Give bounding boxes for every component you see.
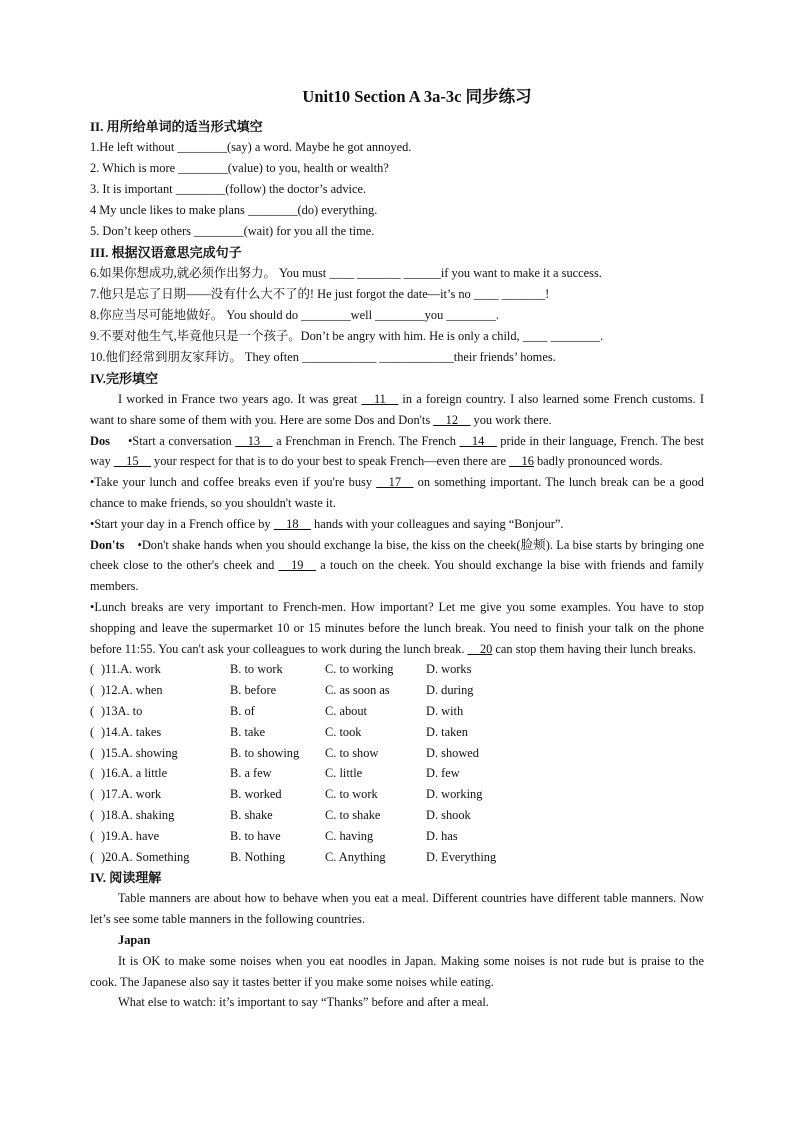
option-row-14 <box>90 722 704 743</box>
cloze-blank-19: __19__ <box>278 558 316 573</box>
option-a: )14.A. takes <box>101 724 162 739</box>
answer-paren: ( <box>90 662 95 677</box>
cloze-blank-17: __17__ <box>376 475 414 490</box>
question-8: 8.你应当尽可能地做好。 You should do ________well ________you ________. <box>90 308 500 322</box>
cloze-text: •Start your day in a French office by <box>90 516 274 531</box>
question-6: 6.如果你想成功,就必须作出努力。 You must ____ _______ ______if you want to make it a success. <box>90 266 602 280</box>
option-a: )12.A. when <box>101 683 163 698</box>
answer-paren: ( <box>90 787 95 802</box>
cloze-text: •Don't shake hands when you should exchange la bise, the kiss on the cheek(脸颊). La bise starts by bringing one cheek close to the other's cheek and <box>90 537 705 573</box>
option-row-17 <box>90 784 704 805</box>
cloze-paragraph-6 <box>90 597 704 659</box>
option-d: D. Everything <box>426 849 497 864</box>
option-a: )20.A. Something <box>101 849 190 864</box>
option-b: B. to have <box>230 828 281 843</box>
cloze-blank-12: __12__ <box>433 412 471 427</box>
option-c: C. to work <box>325 787 378 802</box>
option-c: C. as soon as <box>325 683 390 698</box>
option-b: B. to work <box>230 662 283 677</box>
cloze-text: a Frenchman in French. The French <box>272 433 460 448</box>
option-d: D. during <box>426 683 474 698</box>
cloze-blank-20: __20 <box>467 641 493 656</box>
section-2-heading: II. 用所给单词的适当形式填空 <box>90 119 263 134</box>
option-b: B. to showing <box>230 745 300 760</box>
page-title: Unit10 Section A 3a-3c 同步练习 <box>302 87 532 106</box>
cloze-text: hands with your colleagues and saying “Bonjour”. <box>310 516 564 531</box>
worksheet-page <box>90 86 704 1013</box>
option-b: B. before <box>230 683 277 698</box>
option-d: D. shook <box>426 807 471 822</box>
option-b: B. of <box>230 703 255 718</box>
cloze-text: a touch on the cheek. You should exchange la bise with friends and family members. <box>90 558 704 594</box>
cloze-text: your respect for that is to do your best to speak French—even there are <box>150 454 510 469</box>
option-d: D. taken <box>426 724 468 739</box>
option-row-20 <box>90 847 704 868</box>
cloze-blank-18: __18__ <box>273 516 311 531</box>
option-b: B. worked <box>230 787 282 802</box>
option-a: )16.A. a little <box>101 766 168 781</box>
cloze-text: •Lunch breaks are very important to French-men. How important? Let me give you some examples. You have to stop shopping and leave the supermarket 10 or 15 minutes before the lunch break. You need to finish your talk on the phone before 11:55. You can't ask your colleagues to work during the lunch break. <box>90 599 704 656</box>
option-row-12 <box>90 680 704 701</box>
option-b: B. a few <box>230 766 272 781</box>
cloze-blank-15: __15__ <box>113 454 151 469</box>
cloze-blank-13: __13__ <box>235 433 273 448</box>
option-d: D. with <box>426 703 464 718</box>
option-row-18 <box>90 805 704 826</box>
option-c: C. to show <box>325 745 379 760</box>
option-row-11 <box>90 659 704 680</box>
answer-paren: ( <box>90 766 95 781</box>
answer-paren: ( <box>90 724 95 739</box>
option-row-15 <box>90 743 704 764</box>
donts-label: Don'ts <box>90 537 125 552</box>
japan-paragraph-2: What else to watch: it’s important to say “Thanks” before and after a meal. <box>118 995 489 1010</box>
option-a: )11.A. work <box>101 662 161 677</box>
question-9: 9.不要对他生气,毕竟他只是一个孩子。Don’t be angry with him. He is only a child, ____ ________. <box>90 329 604 343</box>
option-d: D. works <box>426 662 472 677</box>
cloze-paragraph-3 <box>90 472 704 514</box>
option-a: )19.A. have <box>101 828 160 843</box>
answer-paren: ( <box>90 703 95 718</box>
cloze-text: I worked in France two years ago. It was great <box>118 392 362 406</box>
answer-paren: ( <box>90 683 95 698</box>
cloze-paragraph-4 <box>90 514 704 535</box>
option-d: D. few <box>426 766 460 781</box>
option-c: C. took <box>325 724 362 739</box>
question-5: 5. Don’t keep others ________(wait) for you all the time. <box>90 224 375 238</box>
answer-paren: ( <box>90 807 95 822</box>
option-c: C. having <box>325 828 374 843</box>
option-row-13 <box>90 701 704 722</box>
option-a: )15.A. showing <box>101 745 178 760</box>
question-4: 4 My uncle likes to make plans ________(do) everything. <box>90 203 378 217</box>
question-10: 10.他们经常到朋友家拜访。 They often ____________ ____________their friends’ homes. <box>90 350 556 364</box>
cloze-blank-16: __16 <box>509 454 534 469</box>
cloze-paragraph-donts <box>90 535 704 597</box>
reading-intro: Table manners are about how to behave when you eat a meal. Different countries have different table manners. Now let’s see some table manners in the following countries. <box>90 891 704 927</box>
question-2: 2. Which is more ________(value) to you, health or wealth? <box>90 161 389 175</box>
cloze-blank-11: __11__ <box>361 392 399 406</box>
cloze-text: can stop them having their lunch breaks. <box>492 641 697 656</box>
option-row-19 <box>90 826 704 847</box>
option-a: )13A. to <box>101 703 143 718</box>
option-d: D. working <box>426 787 483 802</box>
cloze-text: on something important. The lunch break can be a good chance to make friends, so you shouldn't waste it. <box>90 475 704 510</box>
cloze-paragraph-dos <box>90 431 704 473</box>
section-3-heading: III. 根据汉语意思完成句子 <box>90 245 242 260</box>
option-c: C. to shake <box>325 807 381 822</box>
cloze-text: in a foreign country. I also learned some French customs. I want to share some of them with you. Here are some Dos and Don'ts <box>90 392 705 427</box>
option-c: C. Anything <box>325 849 386 864</box>
answer-paren: ( <box>90 828 95 843</box>
question-1: 1.He left without ________(say) a word. Maybe he got annoyed. <box>90 140 412 154</box>
japan-paragraph-1: It is OK to make some noises when you eat noodles in Japan. Making some noises is not rude but is praise to the cook. The Japanese also say it tastes better if you make some noises while eating. <box>90 953 704 989</box>
answer-paren: ( <box>90 745 95 760</box>
cloze-text: you work there. <box>470 412 552 427</box>
cloze-options <box>90 659 704 867</box>
cloze-text: pride in their language, French. The best way <box>90 433 705 469</box>
cloze-blank-14: __14__ <box>459 433 497 448</box>
question-7: 7.他只是忘了日期——没有什么大不了的! He just forgot the date—it’s no ____ _______! <box>90 287 550 301</box>
option-d: D. showed <box>426 745 479 760</box>
dos-label: Dos <box>90 433 110 448</box>
option-b: B. Nothing <box>230 849 286 864</box>
option-c: C. about <box>325 703 367 718</box>
option-d: D. has <box>426 828 458 843</box>
japan-heading: Japan <box>118 932 151 947</box>
section-5-heading: IV. 阅读理解 <box>90 870 162 886</box>
option-a: )17.A. work <box>101 787 162 802</box>
option-c: C. to working <box>325 662 394 677</box>
option-c: C. little <box>325 766 363 781</box>
cloze-text: •Start a conversation <box>127 433 236 448</box>
option-b: B. shake <box>230 807 273 822</box>
cloze-text: •Take your lunch and coffee breaks even if you're busy <box>90 475 377 490</box>
option-b: B. take <box>230 724 266 739</box>
cloze-paragraph-1 <box>90 389 704 431</box>
option-a: )18.A. shaking <box>101 807 175 822</box>
question-3: 3. It is important ________(follow) the doctor’s advice. <box>90 182 367 196</box>
answer-paren: ( <box>90 849 95 864</box>
cloze-text: badly pronounced words. <box>533 454 663 469</box>
section-4-heading: IV.完形填空 <box>90 371 159 386</box>
option-row-16 <box>90 763 704 784</box>
